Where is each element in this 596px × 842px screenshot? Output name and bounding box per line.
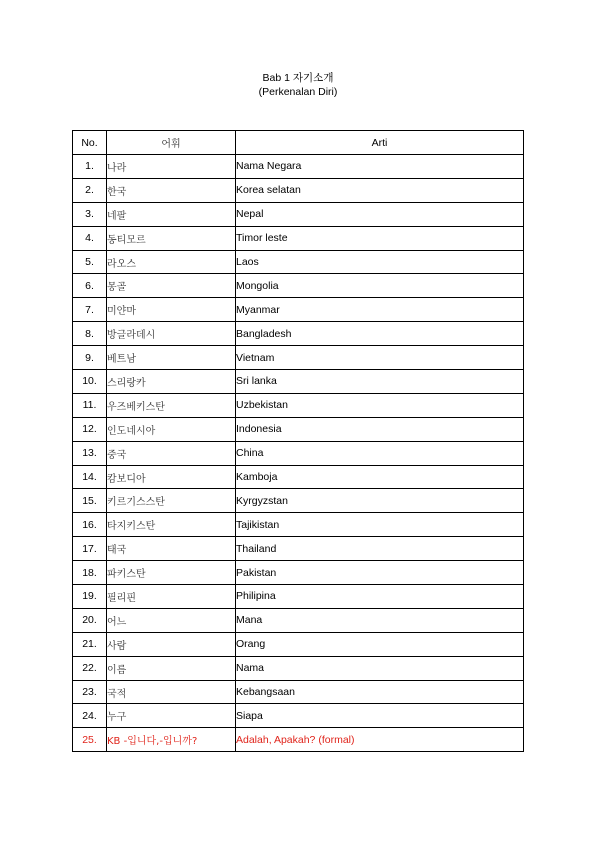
- table-row: [73, 346, 524, 370]
- table-row: [73, 489, 524, 513]
- row-meaning: Orang: [236, 632, 524, 656]
- table-row: [73, 226, 524, 250]
- row-meaning: Adalah, Apakah? (formal): [236, 728, 524, 752]
- table-row: [73, 417, 524, 441]
- table-row: [73, 155, 524, 179]
- table-row: [73, 537, 524, 561]
- row-korean-word: 미얀마: [107, 298, 236, 322]
- header-no: No.: [73, 131, 107, 155]
- row-number: 17.: [73, 537, 107, 561]
- row-number: 21.: [73, 632, 107, 656]
- page-subtitle: (Perkenalan Diri): [258, 86, 338, 98]
- row-meaning: Timor leste: [236, 226, 524, 250]
- table-row: [73, 322, 524, 346]
- row-number: 25.: [73, 728, 107, 752]
- table-row: [73, 178, 524, 202]
- table-row: [73, 274, 524, 298]
- row-meaning: Myanmar: [236, 298, 524, 322]
- row-korean-word: 사람: [107, 632, 236, 656]
- row-number: 10.: [73, 370, 107, 394]
- row-korean-word: 동티모르: [107, 226, 236, 250]
- row-number: 5.: [73, 250, 107, 274]
- row-number: 12.: [73, 417, 107, 441]
- row-meaning: Sri lanka: [236, 370, 524, 394]
- row-number: 7.: [73, 298, 107, 322]
- row-number: 1.: [73, 155, 107, 179]
- row-korean-word: 중국: [107, 441, 236, 465]
- table-row: [73, 561, 524, 585]
- row-meaning: Bangladesh: [236, 322, 524, 346]
- row-meaning: Kebangsaan: [236, 680, 524, 704]
- table-row: [73, 298, 524, 322]
- row-meaning: Nepal: [236, 202, 524, 226]
- table-row: [73, 728, 524, 752]
- row-number: 23.: [73, 680, 107, 704]
- row-korean-word: 스리랑카: [107, 370, 236, 394]
- table-row: [73, 704, 524, 728]
- header-arti: Arti: [236, 131, 524, 155]
- row-korean-word: 나라: [107, 155, 236, 179]
- page-title: Bab 1 자기소개: [262, 72, 334, 84]
- row-meaning: Mongolia: [236, 274, 524, 298]
- row-korean-word: 한국: [107, 178, 236, 202]
- row-korean-word: 태국: [107, 537, 236, 561]
- row-meaning: Indonesia: [236, 417, 524, 441]
- row-meaning: Vietnam: [236, 346, 524, 370]
- row-number: 6.: [73, 274, 107, 298]
- row-meaning: Thailand: [236, 537, 524, 561]
- table-row: [73, 202, 524, 226]
- row-korean-word: KB -입니다,-입니까?: [107, 728, 236, 752]
- row-korean-word: 인도네시아: [107, 417, 236, 441]
- page-title-block: [0, 71, 596, 99]
- row-meaning: Tajikistan: [236, 513, 524, 537]
- row-number: 22.: [73, 656, 107, 680]
- row-number: 2.: [73, 178, 107, 202]
- table-row: [73, 680, 524, 704]
- row-korean-word: 키르기스스탄: [107, 489, 236, 513]
- row-number: 13.: [73, 441, 107, 465]
- row-meaning: Nama Negara: [236, 155, 524, 179]
- table-row: [73, 370, 524, 394]
- table-row: [73, 465, 524, 489]
- row-number: 24.: [73, 704, 107, 728]
- row-number: 3.: [73, 202, 107, 226]
- row-korean-word: 우즈베키스탄: [107, 393, 236, 417]
- row-meaning: Philipina: [236, 585, 524, 609]
- row-meaning: Mana: [236, 608, 524, 632]
- table-body: [73, 155, 524, 752]
- row-meaning: Nama: [236, 656, 524, 680]
- row-korean-word: 파키스탄: [107, 561, 236, 585]
- header-word: 어휘: [107, 131, 236, 155]
- row-korean-word: 국적: [107, 680, 236, 704]
- vocabulary-table: [72, 130, 524, 752]
- row-korean-word: 베트남: [107, 346, 236, 370]
- table-row: [73, 608, 524, 632]
- row-meaning: China: [236, 441, 524, 465]
- row-number: 11.: [73, 393, 107, 417]
- row-number: 14.: [73, 465, 107, 489]
- table-row: [73, 656, 524, 680]
- row-meaning: Kamboja: [236, 465, 524, 489]
- row-meaning: Uzbekistan: [236, 393, 524, 417]
- row-number: 19.: [73, 585, 107, 609]
- row-korean-word: 이름: [107, 656, 236, 680]
- row-korean-word: 누구: [107, 704, 236, 728]
- row-meaning: Laos: [236, 250, 524, 274]
- table-header-row: [73, 131, 524, 155]
- row-meaning: Siapa: [236, 704, 524, 728]
- row-korean-word: 타지키스탄: [107, 513, 236, 537]
- row-number: 20.: [73, 608, 107, 632]
- row-number: 8.: [73, 322, 107, 346]
- row-korean-word: 어느: [107, 608, 236, 632]
- row-korean-word: 방글라데시: [107, 322, 236, 346]
- row-number: 4.: [73, 226, 107, 250]
- row-meaning: Korea selatan: [236, 178, 524, 202]
- row-number: 16.: [73, 513, 107, 537]
- table-row: [73, 632, 524, 656]
- row-number: 9.: [73, 346, 107, 370]
- row-meaning: Pakistan: [236, 561, 524, 585]
- table-row: [73, 393, 524, 417]
- row-korean-word: 필리핀: [107, 585, 236, 609]
- row-korean-word: 캄보디아: [107, 465, 236, 489]
- row-meaning: Kyrgyzstan: [236, 489, 524, 513]
- row-korean-word: 몽골: [107, 274, 236, 298]
- row-number: 18.: [73, 561, 107, 585]
- table-row: [73, 585, 524, 609]
- table-row: [73, 250, 524, 274]
- row-number: 15.: [73, 489, 107, 513]
- table-row: [73, 513, 524, 537]
- row-korean-word: 라오스: [107, 250, 236, 274]
- row-korean-word: 네팔: [107, 202, 236, 226]
- table-row: [73, 441, 524, 465]
